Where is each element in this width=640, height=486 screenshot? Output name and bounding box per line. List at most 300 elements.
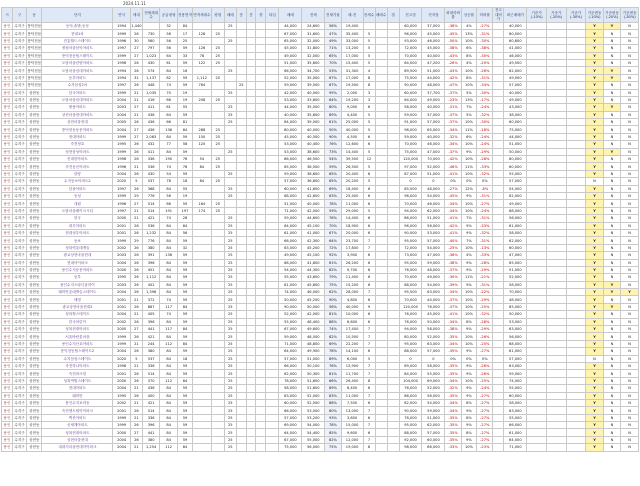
- table-cell[interactable]: 59: [177, 414, 192, 421]
- table-cell[interactable]: 25: [224, 266, 236, 273]
- table-cell[interactable]: -34%: [445, 207, 461, 214]
- table-cell[interactable]: [193, 355, 212, 362]
- table-cell[interactable]: 용인수지산호아파트: [42, 340, 113, 347]
- table-cell[interactable]: N: [621, 104, 639, 111]
- table-cell[interactable]: -27%: [477, 422, 493, 429]
- table-cell[interactable]: 용인: [3, 312, 11, 317]
- table-cell[interactable]: [493, 422, 504, 429]
- table-cell[interactable]: -24%: [477, 207, 493, 214]
- table-cell[interactable]: [387, 444, 399, 451]
- table-cell[interactable]: 수지구: [14, 297, 25, 302]
- table-cell[interactable]: 84: [177, 326, 192, 333]
- table-cell[interactable]: [527, 222, 547, 229]
- table-cell[interactable]: 26: [130, 259, 142, 266]
- table-cell[interactable]: 46,000: [504, 52, 527, 59]
- table-cell[interactable]: [527, 281, 547, 288]
- table-cell[interactable]: 25: [211, 133, 224, 140]
- table-cell[interactable]: 20,400: [341, 170, 363, 177]
- table-cell[interactable]: [566, 444, 586, 451]
- table-cell[interactable]: [266, 67, 279, 74]
- column-header[interactable]: 구: [12, 8, 26, 23]
- table-cell[interactable]: 6: [363, 133, 375, 140]
- table-cell[interactable]: [246, 119, 256, 126]
- table-cell[interactable]: 용인: [3, 135, 11, 140]
- table-cell[interactable]: [546, 289, 566, 296]
- table-cell[interactable]: 27: [130, 326, 142, 333]
- table-cell[interactable]: 25: [177, 37, 192, 44]
- table-cell[interactable]: [256, 326, 266, 333]
- table-cell[interactable]: 12%: [461, 185, 476, 192]
- table-cell[interactable]: [375, 274, 387, 281]
- table-cell[interactable]: 상현동: [27, 436, 42, 443]
- table-cell[interactable]: 25: [224, 192, 236, 199]
- table-cell[interactable]: 56,000: [422, 392, 445, 399]
- table-cell[interactable]: 9%: [461, 392, 476, 399]
- table-cell[interactable]: N: [621, 311, 639, 318]
- table-cell[interactable]: 53,200: [302, 414, 325, 421]
- table-cell[interactable]: [236, 296, 246, 303]
- table-cell[interactable]: N: [621, 281, 639, 288]
- table-cell[interactable]: 25: [224, 311, 236, 318]
- table-cell[interactable]: 58,000: [422, 326, 445, 333]
- table-cell[interactable]: 2004: [113, 444, 130, 451]
- table-cell[interactable]: [387, 59, 399, 66]
- table-cell[interactable]: Y: [621, 289, 639, 296]
- table-cell[interactable]: 336: [142, 156, 159, 163]
- table-cell[interactable]: 83%: [325, 392, 341, 399]
- table-cell[interactable]: [246, 37, 256, 44]
- table-cell[interactable]: [375, 200, 387, 207]
- table-cell[interactable]: [546, 156, 566, 163]
- table-cell[interactable]: [546, 296, 566, 303]
- table-cell[interactable]: 98,000: [399, 192, 422, 199]
- table-cell[interactable]: 59: [177, 170, 192, 177]
- table-cell[interactable]: 9%: [461, 422, 476, 429]
- table-cell[interactable]: [211, 222, 224, 229]
- table-cell[interactable]: 상현동: [27, 207, 42, 214]
- table-cell[interactable]: [236, 119, 246, 126]
- table-cell[interactable]: 용인수지동문아파트: [42, 266, 113, 273]
- table-cell[interactable]: 풍덕천동힐스테이트2: [42, 348, 113, 355]
- table-cell[interactable]: 39,500: [341, 156, 363, 163]
- table-cell[interactable]: 동부: [42, 274, 113, 281]
- table-cell[interactable]: 용인: [3, 438, 11, 443]
- table-cell[interactable]: 33,800: [302, 96, 325, 103]
- table-cell[interactable]: [256, 178, 266, 185]
- table-cell[interactable]: 391: [142, 252, 159, 259]
- table-cell[interactable]: 53,000: [279, 96, 302, 103]
- table-cell[interactable]: Y: [586, 244, 603, 251]
- table-cell[interactable]: 54: [193, 156, 212, 163]
- table-cell[interactable]: 쌍용아파트: [42, 104, 113, 111]
- table-cell[interactable]: 상현동: [27, 126, 42, 133]
- table-cell[interactable]: Y: [586, 370, 603, 377]
- table-cell[interactable]: [375, 266, 387, 273]
- table-cell[interactable]: [375, 163, 387, 170]
- table-cell[interactable]: 66,000: [279, 407, 302, 414]
- table-cell[interactable]: [246, 45, 256, 52]
- table-cell[interactable]: -37%: [445, 266, 461, 273]
- table-cell[interactable]: 88,000: [399, 281, 422, 288]
- table-cell[interactable]: [375, 392, 387, 399]
- table-cell[interactable]: 수지구: [14, 127, 25, 132]
- table-cell[interactable]: 62,000: [279, 370, 302, 377]
- table-cell[interactable]: [493, 119, 504, 126]
- table-cell[interactable]: 현대아파트: [42, 133, 113, 140]
- table-cell[interactable]: [142, 23, 159, 30]
- table-cell[interactable]: [546, 266, 566, 273]
- table-cell[interactable]: 용인: [3, 179, 11, 184]
- table-cell[interactable]: 상현동: [27, 333, 42, 340]
- table-cell[interactable]: 45,100: [302, 252, 325, 259]
- table-cell[interactable]: [266, 392, 279, 399]
- table-cell[interactable]: 84: [177, 444, 192, 451]
- table-cell[interactable]: 20,200: [341, 178, 363, 185]
- table-cell[interactable]: [566, 399, 586, 406]
- table-cell[interactable]: [546, 281, 566, 288]
- table-cell[interactable]: -28%: [477, 156, 493, 163]
- table-cell[interactable]: N: [586, 355, 603, 362]
- table-cell[interactable]: 5: [363, 111, 375, 118]
- table-cell[interactable]: 25: [224, 362, 236, 369]
- table-cell[interactable]: 상현동: [27, 311, 42, 318]
- table-cell[interactable]: [246, 392, 256, 399]
- table-cell[interactable]: [193, 111, 212, 118]
- table-cell[interactable]: 61%: [325, 259, 341, 266]
- column-header[interactable]: 전저점: [422, 8, 445, 23]
- table-cell[interactable]: 상현동: [27, 229, 42, 236]
- table-cell[interactable]: -35%: [445, 333, 461, 340]
- table-cell[interactable]: 90,000: [399, 407, 422, 414]
- table-cell[interactable]: 54: [160, 170, 177, 177]
- table-cell[interactable]: [256, 126, 266, 133]
- table-cell[interactable]: [546, 237, 566, 244]
- table-cell[interactable]: 11,000: [341, 392, 363, 399]
- table-cell[interactable]: [246, 229, 256, 236]
- table-cell[interactable]: 0%: [461, 355, 476, 362]
- table-cell[interactable]: 7: [363, 370, 375, 377]
- table-cell[interactable]: [546, 96, 566, 103]
- table-cell[interactable]: 용인: [3, 38, 11, 43]
- table-cell[interactable]: 25: [224, 385, 236, 392]
- table-cell[interactable]: 60,000: [279, 185, 302, 192]
- table-cell[interactable]: [256, 23, 266, 30]
- table-cell[interactable]: 수지구: [14, 172, 25, 176]
- table-cell[interactable]: [387, 119, 399, 126]
- table-cell[interactable]: 용인: [3, 120, 11, 125]
- table-cell[interactable]: [527, 326, 547, 333]
- table-cell[interactable]: N: [621, 303, 639, 310]
- table-cell[interactable]: [236, 126, 246, 133]
- table-cell[interactable]: 성현삼성아파트: [42, 148, 113, 155]
- table-cell[interactable]: 수지구: [14, 238, 25, 243]
- table-cell[interactable]: 7,500: [341, 399, 363, 406]
- table-cell[interactable]: [256, 429, 266, 436]
- table-cell[interactable]: [493, 429, 504, 436]
- table-cell[interactable]: 9%: [461, 148, 476, 155]
- table-cell[interactable]: [375, 340, 387, 347]
- table-cell[interactable]: 84,000: [399, 370, 422, 377]
- table-cell[interactable]: Y: [586, 333, 603, 340]
- table-cell[interactable]: 용인: [3, 275, 11, 280]
- table-cell[interactable]: 776: [142, 237, 159, 244]
- column-header[interactable]: 매매: [224, 8, 236, 23]
- table-cell[interactable]: 38,600: [302, 148, 325, 155]
- table-cell[interactable]: 수지구: [14, 53, 25, 58]
- table-cell[interactable]: 1999: [113, 422, 130, 429]
- table-cell[interactable]: 95%: [325, 89, 341, 96]
- table-cell[interactable]: N: [621, 370, 639, 377]
- table-cell[interactable]: [193, 89, 212, 96]
- table-cell[interactable]: 용인: [3, 83, 11, 88]
- table-cell[interactable]: [527, 30, 547, 37]
- table-cell[interactable]: 수지구: [14, 112, 25, 117]
- table-cell[interactable]: [256, 422, 266, 429]
- table-cell[interactable]: [246, 215, 256, 222]
- table-cell[interactable]: 26: [130, 222, 142, 229]
- table-cell[interactable]: [387, 385, 399, 392]
- table-cell[interactable]: 59: [177, 422, 192, 429]
- table-cell[interactable]: 상현동: [27, 340, 42, 347]
- table-cell[interactable]: 64,000: [279, 119, 302, 126]
- table-cell[interactable]: 25: [224, 355, 236, 362]
- table-cell[interactable]: 49,900: [302, 348, 325, 355]
- table-cell[interactable]: 38,500: [302, 163, 325, 170]
- table-cell[interactable]: [566, 392, 586, 399]
- table-cell[interactable]: [246, 281, 256, 288]
- table-cell[interactable]: N: [603, 252, 620, 259]
- table-cell[interactable]: [266, 30, 279, 37]
- table-cell[interactable]: 60,000: [399, 23, 422, 30]
- table-cell[interactable]: [211, 377, 224, 384]
- table-cell[interactable]: 55,000: [422, 370, 445, 377]
- column-header[interactable]: 시: [2, 8, 13, 23]
- table-cell[interactable]: Y: [586, 229, 603, 236]
- table-cell[interactable]: -29%: [477, 296, 493, 303]
- table-cell[interactable]: 89%: [325, 355, 341, 362]
- table-cell[interactable]: -29%: [477, 326, 493, 333]
- table-cell[interactable]: [546, 252, 566, 259]
- table-cell[interactable]: [375, 407, 387, 414]
- table-cell[interactable]: 31,800: [302, 45, 325, 52]
- table-cell[interactable]: [211, 348, 224, 355]
- table-cell[interactable]: 50,300: [302, 370, 325, 377]
- table-cell[interactable]: 용인: [3, 297, 11, 302]
- table-cell[interactable]: 78,000: [279, 377, 302, 384]
- table-cell[interactable]: -24%: [477, 104, 493, 111]
- table-cell[interactable]: 560: [142, 37, 159, 44]
- table-cell[interactable]: [211, 370, 224, 377]
- table-cell[interactable]: [493, 141, 504, 148]
- table-cell[interactable]: [193, 392, 212, 399]
- table-cell[interactable]: 상현동: [27, 318, 42, 325]
- table-cell[interactable]: 64,000: [399, 96, 422, 103]
- column-header[interactable]: 층: [236, 8, 246, 23]
- table-cell[interactable]: N: [621, 141, 639, 148]
- table-cell[interactable]: 25: [224, 289, 236, 296]
- table-cell[interactable]: 10%: [461, 340, 476, 347]
- table-cell[interactable]: 정평마을삼익아파트: [42, 45, 113, 52]
- table-cell[interactable]: 75%: [325, 281, 341, 288]
- table-cell[interactable]: [375, 385, 387, 392]
- table-cell[interactable]: 85,000: [504, 303, 527, 310]
- table-cell[interactable]: 25: [211, 126, 224, 133]
- table-cell[interactable]: 25: [224, 436, 236, 443]
- table-cell[interactable]: 52,000: [279, 311, 302, 318]
- table-cell[interactable]: 30: [130, 37, 142, 44]
- table-cell[interactable]: Y: [586, 215, 603, 222]
- table-cell[interactable]: [266, 444, 279, 451]
- table-cell[interactable]: 17: [177, 30, 192, 37]
- column-header[interactable]: 전체세대수: [142, 8, 159, 23]
- table-cell[interactable]: 40,000: [341, 126, 363, 133]
- table-cell[interactable]: 65,000: [279, 37, 302, 44]
- table-cell[interactable]: [375, 59, 387, 66]
- table-cell[interactable]: 2003: [113, 281, 130, 288]
- table-cell[interactable]: 59: [177, 318, 192, 325]
- table-cell[interactable]: [246, 59, 256, 66]
- table-cell[interactable]: [493, 200, 504, 207]
- table-cell[interactable]: -20%: [477, 59, 493, 66]
- table-cell[interactable]: 광교상현마을현대: [42, 252, 113, 259]
- table-cell[interactable]: [566, 200, 586, 207]
- table-cell[interactable]: 죽전센트럴아이파크: [42, 407, 113, 414]
- table-cell[interactable]: [566, 244, 586, 251]
- table-cell[interactable]: [527, 111, 547, 118]
- table-cell[interactable]: 59,000: [279, 170, 302, 177]
- table-cell[interactable]: 27: [130, 45, 142, 52]
- table-cell[interactable]: 25: [211, 30, 224, 37]
- table-cell[interactable]: 상현동: [27, 222, 42, 229]
- table-cell[interactable]: [527, 45, 547, 52]
- table-cell[interactable]: 용인: [3, 445, 11, 450]
- table-cell[interactable]: [527, 340, 547, 347]
- table-cell[interactable]: 40,000: [422, 133, 445, 140]
- table-cell[interactable]: -35%: [445, 436, 461, 443]
- table-cell[interactable]: [193, 67, 212, 74]
- table-cell[interactable]: Y: [603, 303, 620, 310]
- table-cell[interactable]: 80%: [325, 407, 341, 414]
- table-cell[interactable]: [236, 429, 246, 436]
- table-cell[interactable]: [493, 370, 504, 377]
- table-cell[interactable]: 84: [160, 318, 177, 325]
- table-cell[interactable]: 40,000: [504, 23, 527, 30]
- table-cell[interactable]: [256, 355, 266, 362]
- table-cell[interactable]: N: [603, 163, 620, 170]
- table-cell[interactable]: [193, 23, 212, 30]
- table-cell[interactable]: 11,400: [341, 274, 363, 281]
- table-cell[interactable]: 336: [142, 414, 159, 421]
- table-cell[interactable]: 64: [160, 111, 177, 118]
- table-cell[interactable]: 52,000: [422, 163, 445, 170]
- table-cell[interactable]: -37%: [445, 296, 461, 303]
- table-cell[interactable]: -38%: [445, 326, 461, 333]
- table-cell[interactable]: 수지구: [14, 164, 25, 169]
- table-cell[interactable]: 438: [142, 111, 159, 118]
- table-cell[interactable]: 0%: [461, 178, 476, 185]
- table-cell[interactable]: [546, 414, 566, 421]
- table-cell[interactable]: 25: [224, 274, 236, 281]
- table-cell[interactable]: [387, 178, 399, 185]
- table-cell[interactable]: [266, 89, 279, 96]
- table-cell[interactable]: 90%: [325, 296, 341, 303]
- table-cell[interactable]: [236, 52, 246, 59]
- table-cell[interactable]: 21: [130, 362, 142, 369]
- table-cell[interactable]: [236, 89, 246, 96]
- table-cell[interactable]: 상현동: [27, 237, 42, 244]
- table-cell[interactable]: N: [621, 348, 639, 355]
- table-cell[interactable]: 441: [142, 326, 159, 333]
- table-cell[interactable]: [256, 222, 266, 229]
- table-cell[interactable]: 8: [363, 377, 375, 384]
- table-cell[interactable]: 풍덕천동: [27, 53, 42, 58]
- column-header[interactable]: 기준가(-30%): [566, 8, 586, 23]
- table-cell[interactable]: [236, 407, 246, 414]
- table-cell[interactable]: [246, 266, 256, 273]
- table-cell[interactable]: [375, 362, 387, 369]
- table-cell[interactable]: 55,000: [504, 385, 527, 392]
- table-cell[interactable]: 48,400: [302, 318, 325, 325]
- table-cell[interactable]: 1,440: [131, 24, 142, 29]
- table-cell[interactable]: 8%: [461, 414, 476, 421]
- table-cell[interactable]: -28%: [477, 318, 493, 325]
- table-cell[interactable]: 54,000: [422, 192, 445, 199]
- table-cell[interactable]: 1996: [113, 37, 130, 44]
- table-cell[interactable]: 75,000: [504, 126, 527, 133]
- table-cell[interactable]: 52,000: [302, 392, 325, 399]
- table-cell[interactable]: [375, 45, 387, 52]
- table-cell[interactable]: Y: [586, 303, 603, 310]
- table-cell[interactable]: [527, 200, 547, 207]
- table-cell[interactable]: 9%: [461, 229, 476, 236]
- table-cell[interactable]: Y: [586, 362, 603, 369]
- table-cell[interactable]: 죽전하나아파트: [42, 362, 113, 369]
- table-cell[interactable]: -35%: [445, 414, 461, 421]
- table-cell[interactable]: [387, 23, 399, 30]
- table-cell[interactable]: N: [621, 45, 639, 52]
- table-cell[interactable]: 57,000: [422, 348, 445, 355]
- table-cell[interactable]: [566, 259, 586, 266]
- table-cell[interactable]: [266, 289, 279, 296]
- table-cell[interactable]: 2,000: [341, 89, 363, 96]
- table-cell[interactable]: 6: [363, 281, 375, 288]
- table-cell[interactable]: N: [621, 422, 639, 429]
- table-cell[interactable]: [546, 340, 566, 347]
- table-cell[interactable]: 71,000: [504, 444, 527, 451]
- table-cell[interactable]: 1,023: [142, 52, 159, 59]
- table-cell[interactable]: Y: [586, 407, 603, 414]
- table-cell[interactable]: [236, 192, 246, 199]
- table-cell[interactable]: 1995: [113, 141, 130, 148]
- table-cell[interactable]: [375, 429, 387, 436]
- table-cell[interactable]: [493, 355, 504, 362]
- table-cell[interactable]: N: [621, 23, 639, 30]
- table-cell[interactable]: [546, 30, 566, 37]
- table-cell[interactable]: N: [603, 170, 620, 177]
- table-cell[interactable]: 26: [130, 252, 142, 259]
- table-cell[interactable]: 6: [363, 229, 375, 236]
- table-cell[interactable]: 42,000: [279, 89, 302, 96]
- table-cell[interactable]: 53,000: [279, 141, 302, 148]
- table-cell[interactable]: [236, 67, 246, 74]
- table-cell[interactable]: 24,600: [302, 23, 325, 30]
- table-cell[interactable]: [527, 362, 547, 369]
- table-cell[interactable]: [246, 111, 256, 118]
- table-cell[interactable]: 수지구: [14, 223, 25, 228]
- table-cell[interactable]: 117: [160, 303, 177, 310]
- table-cell[interactable]: 2004: [113, 111, 130, 118]
- table-cell[interactable]: [236, 156, 246, 163]
